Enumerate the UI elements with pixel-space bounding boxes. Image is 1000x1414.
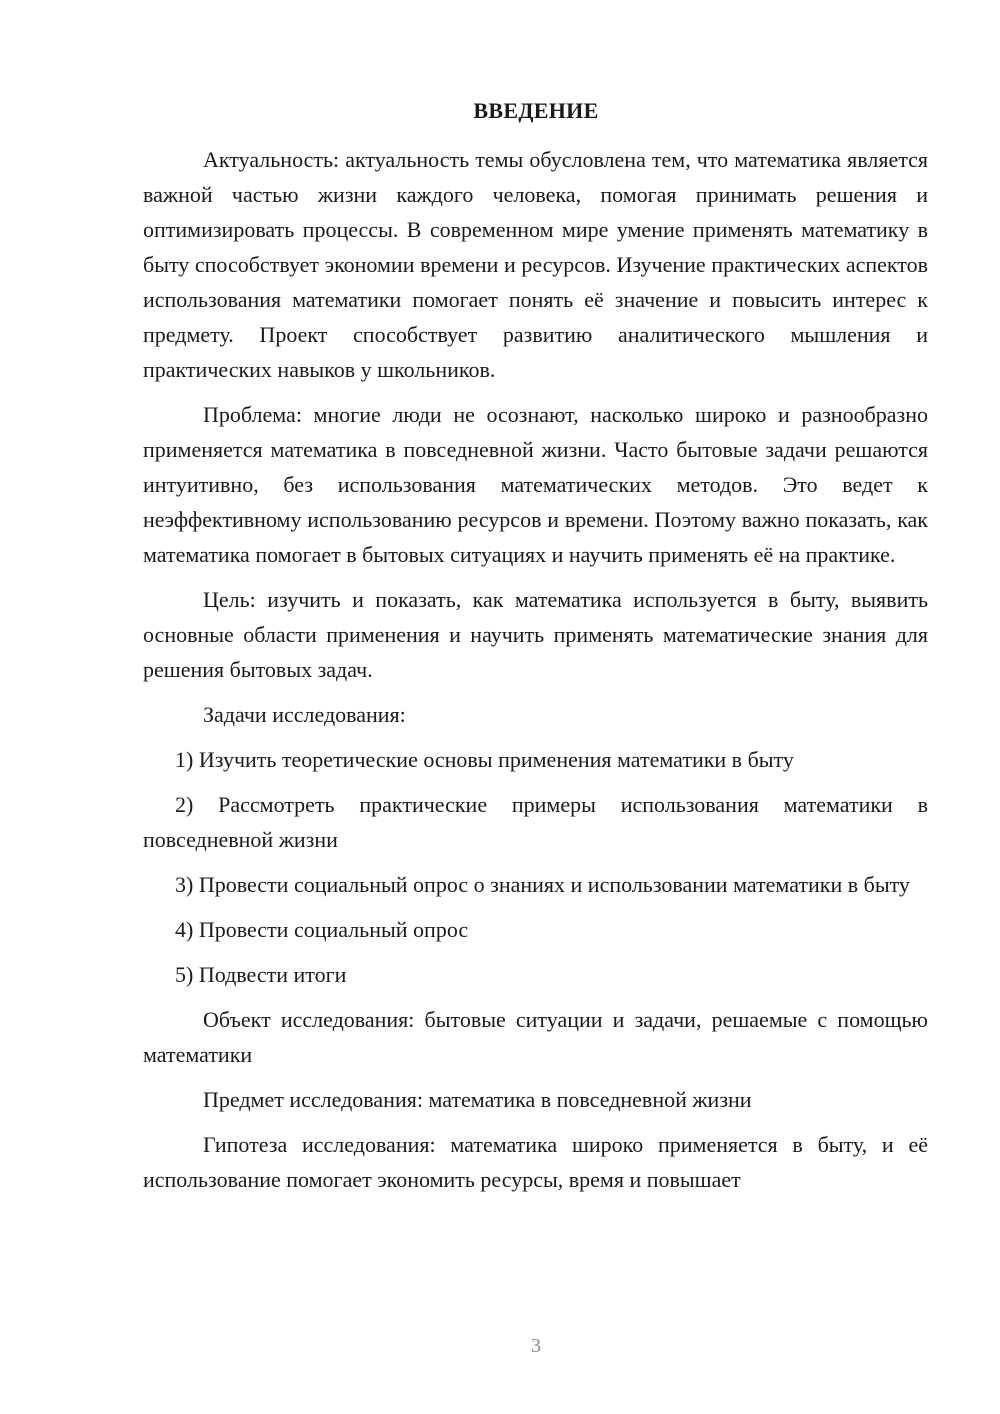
task-item-2: 2) Рассмотреть практические примеры использования математики в повседневной жизни bbox=[143, 792, 928, 852]
page-title: ВВЕДЕНИЕ bbox=[473, 98, 599, 123]
task-item-1: 1) Изучить теоретические основы применения математики в быту bbox=[175, 747, 794, 772]
relevance-paragraph: Актуальность: актуальность темы обусловлена тем, что математика является важной частью жизни каждого человека, помогая принимать решения и оптимизировать процессы. В современном мире умение применять математику в быту способствует экономии времени и ресурсов. Изучение практических аспектов использования математики помогает понять её значение и повысить интерес к предмету. Проект способствует развитию аналитического мышления и практических навыков у школьников. bbox=[143, 147, 928, 382]
page-number: 3 bbox=[531, 1335, 541, 1357]
subject-paragraph: Предмет исследования: математика в повседневной жизни bbox=[203, 1087, 752, 1112]
problem-paragraph: Проблема: многие люди не осознают, насколько широко и разнообразно применяется математика в повседневной жизни. Часто бытовые задачи решаются интуитивно, без использования математических методов. Это ведет к неэффективному использованию ресурсов и времени. Поэтому важно показать, как математика помогает в бытовых ситуациях и научить применять её на практике. bbox=[143, 402, 928, 567]
task-item-5: 5) Подвести итоги bbox=[175, 962, 347, 987]
hypothesis-paragraph: Гипотеза исследования: математика широко применяется в быту, и её использование помогает экономить ресурсы, время и повышает bbox=[143, 1132, 928, 1192]
tasks-heading: Задачи исследования: bbox=[203, 702, 406, 727]
goal-paragraph: Цель: изучить и показать, как математика используется в быту, выявить основные области применения и научить применять математические знания для решения бытовых задач. bbox=[143, 587, 928, 682]
document-body bbox=[143, 142, 928, 1207]
task-item-3: 3) Провести социальный опрос о знаниях и использовании математики в быту bbox=[175, 872, 910, 897]
task-item-4: 4) Провести социальный опрос bbox=[175, 917, 469, 942]
object-paragraph: Объект исследования: бытовые ситуации и задачи, решаемые с помощью математики bbox=[143, 1007, 928, 1067]
